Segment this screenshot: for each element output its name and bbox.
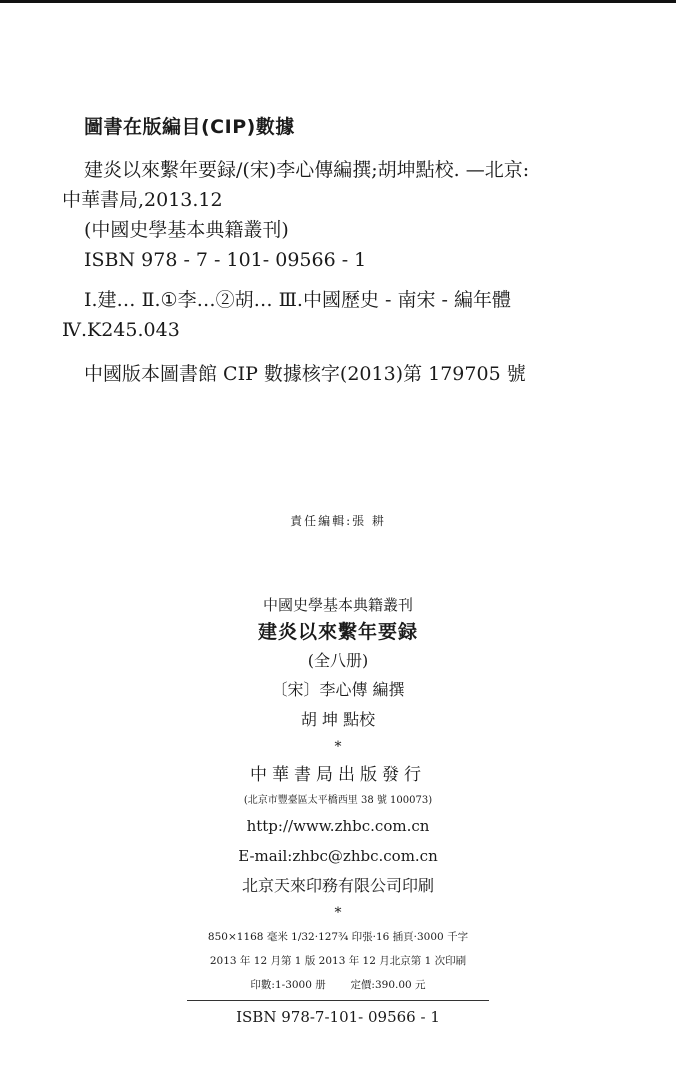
top-border-rule — [0, 0, 676, 3]
colophon-series: 中國史學基本典籍叢刊 — [262, 596, 413, 614]
cip-series-line: (中國史學基本典籍叢刊) — [84, 219, 289, 241]
colophon-website: http://www.zhbc.com.cn — [246, 817, 430, 835]
cip-data-block — [62, 112, 642, 389]
colophon-printrun-price — [0, 973, 676, 997]
colophon-block — [0, 593, 676, 1029]
colophon-separator-star-2: * — [334, 905, 342, 921]
colophon-author: 〔宋〕李心傳 編撰 — [271, 680, 405, 699]
colophon-publisher: 中華書局出版發行 — [250, 765, 426, 785]
colophon-title: 建炎以來繫年要録 — [257, 621, 418, 643]
cip-subject-line: Ⅰ.建… Ⅱ.①李…②胡… Ⅲ.中國歷史 - 南宋 - 編年體 — [84, 289, 511, 311]
colophon-divider — [187, 1000, 489, 1001]
responsible-editor: 責任編輯:張 耕 — [290, 514, 386, 528]
colophon-volumes: (全八册) — [307, 651, 369, 670]
cip-catalog-number-line: 中國版本圖書館 CIP 數據核字(2013)第 179705 號 — [84, 363, 526, 385]
colophon-separator-star: * — [334, 739, 342, 755]
colophon-isbn: ISBN 978-7-101- 09566 - 1 — [236, 1008, 440, 1026]
colophon-email: E-mail:zhbc@zhbc.com.cn — [238, 847, 438, 865]
cip-heading: 圖書在版編目(CIP)數據 — [84, 116, 295, 138]
colophon-printer: 北京天來印務有限公司印刷 — [241, 876, 434, 895]
colophon-collator: 胡 坤 點校 — [300, 710, 376, 729]
colophon-specification: 850×1168 毫米 1/32·127¾ 印張·16 插頁·3000 千字 — [207, 931, 469, 943]
cip-publisher-line: 中華書局,2013.12 — [62, 189, 223, 211]
cip-isbn-line: ISBN 978 - 7 - 101- 09566 - 1 — [84, 249, 367, 271]
cip-title-line: 建炎以來繫年要録/(宋)李心傳編撰;胡坤點校. —北京: — [84, 159, 530, 181]
colophon-print-run: 印數:1-3000 册 — [250, 979, 326, 991]
colophon-address: (北京市豐臺區太平橋西里 38 號 100073) — [243, 795, 433, 806]
colophon-edition: 2013 年 12 月第 1 版 2013 年 12 月北京第 1 次印刷 — [209, 955, 467, 967]
colophon-price: 定價:390.00 元 — [350, 979, 426, 991]
cip-classification-line: Ⅳ.K245.043 — [62, 319, 180, 341]
